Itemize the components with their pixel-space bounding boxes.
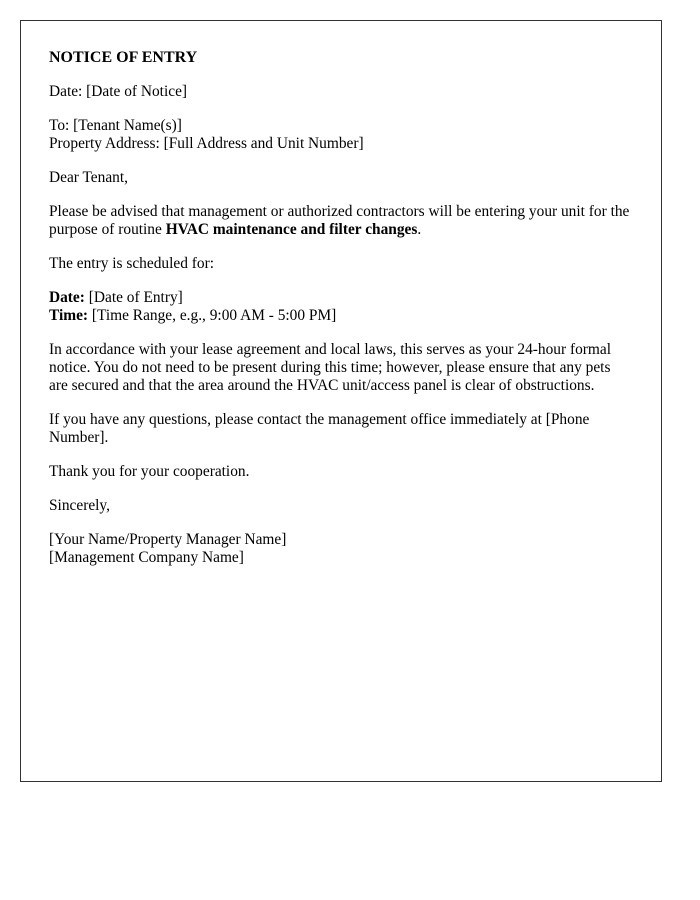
recipient-line: To: [Tenant Name(s)]	[49, 117, 182, 134]
notice-date: Date: [Date of Notice]	[49, 83, 188, 100]
closing: Sincerely,	[49, 497, 110, 514]
notice-title: NOTICE OF ENTRY	[49, 49, 198, 66]
notice-paragraph: In accordance with your lease agreement and local laws, this serves as your 24-hour formal notice. You do not need to be present during this time; however, please ensure that any pets are secured and that the area around the HVAC unit/access panel is clear of obstructions.	[49, 341, 611, 394]
questions-paragraph: If you have any questions, please contact the management office immediately at [Phone Number].	[49, 411, 590, 446]
entry-date-label: Date:	[49, 289, 85, 306]
signature-block	[49, 531, 633, 567]
scheduled-text: The entry is scheduled for:	[49, 255, 214, 272]
salutation: Dear Tenant,	[49, 169, 128, 186]
company-name: [Management Company Name]	[49, 549, 244, 566]
recipient-block	[49, 117, 633, 153]
entry-date-value: [Date of Entry]	[84, 289, 183, 306]
intro-end: .	[417, 221, 422, 238]
signer-name: [Your Name/Property Manager Name]	[49, 531, 287, 548]
property-address-line: Property Address: [Full Address and Unit Number]	[49, 135, 364, 152]
entry-time-label: Time:	[49, 307, 89, 324]
schedule-block	[49, 289, 633, 325]
thanks-line: Thank you for your cooperation.	[49, 463, 250, 480]
notice-document	[20, 20, 662, 782]
intro-paragraph	[49, 203, 633, 239]
intro-text: Please be advised that management or authorized contractors will be entering your unit for the purpose of routine	[49, 203, 630, 238]
entry-time-value: [Time Range, e.g., 9:00 AM - 5:00 PM]	[88, 307, 337, 324]
intro-emphasis: HVAC maintenance and filter changes	[165, 221, 418, 238]
